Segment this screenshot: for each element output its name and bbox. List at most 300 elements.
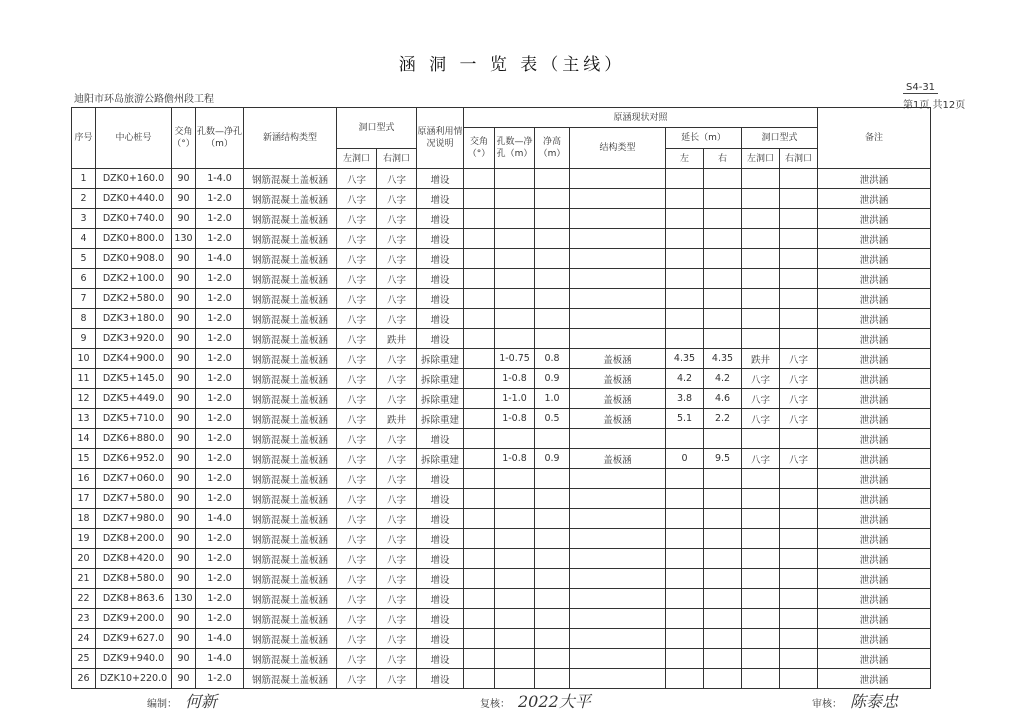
cell-station: DZK0+160.0 — [96, 169, 172, 189]
cell-ex-span — [495, 509, 535, 529]
cell-extend-right — [704, 629, 742, 649]
cell-right-opening: 八字 — [377, 349, 417, 369]
cell-ex-angle — [464, 529, 495, 549]
cell-extend-left — [666, 429, 704, 449]
cell-ex-type — [570, 509, 666, 529]
reviewed-signature: 2022大平 — [518, 692, 591, 711]
cell-ex-height — [535, 289, 570, 309]
cell-seq: 3 — [72, 209, 96, 229]
cell-ex-type — [570, 209, 666, 229]
table-row — [72, 349, 931, 369]
cell-ex-right-opening — [780, 429, 818, 449]
cell-angle: 90 — [172, 409, 196, 429]
cell-right-opening: 八字 — [377, 249, 417, 269]
cell-angle: 90 — [172, 629, 196, 649]
cell-right-opening: 八字 — [377, 469, 417, 489]
cell-right-opening: 跌井 — [377, 409, 417, 429]
cell-remark: 泄洪涵 — [818, 629, 931, 649]
cell-span: 1-2.0 — [196, 289, 244, 309]
cell-left-opening: 八字 — [337, 249, 377, 269]
cell-station: DZK3+180.0 — [96, 309, 172, 329]
cell-ex-right-opening — [780, 229, 818, 249]
cell-angle: 90 — [172, 209, 196, 229]
cell-remark: 泄洪涵 — [818, 169, 931, 189]
cell-extend-left — [666, 249, 704, 269]
cell-extend-right — [704, 669, 742, 689]
cell-right-opening: 跌井 — [377, 329, 417, 349]
approved-signature: 陈泰忠 — [850, 692, 899, 711]
cell-ex-span: 1-0.8 — [495, 449, 535, 469]
cell-ex-type: 盖板涵 — [570, 449, 666, 469]
cell-span: 1-4.0 — [196, 629, 244, 649]
cell-ex-right-opening — [780, 329, 818, 349]
cell-condition: 增设 — [417, 529, 464, 549]
cell-extend-left — [666, 669, 704, 689]
cell-left-opening: 八字 — [337, 669, 377, 689]
cell-span: 1-4.0 — [196, 169, 244, 189]
cell-span: 1-2.0 — [196, 329, 244, 349]
cell-ex-type — [570, 549, 666, 569]
cell-span: 1-2.0 — [196, 269, 244, 289]
cell-seq: 21 — [72, 569, 96, 589]
cell-ex-type: 盖板涵 — [570, 349, 666, 369]
cell-ex-type — [570, 609, 666, 629]
cell-ex-span — [495, 189, 535, 209]
cell-condition: 增设 — [417, 509, 464, 529]
cell-extend-right — [704, 649, 742, 669]
cell-ex-right-opening: 八字 — [780, 409, 818, 429]
cell-span: 1-2.0 — [196, 449, 244, 469]
cell-type: 钢筋混凝土盖板涵 — [244, 529, 337, 549]
cell-condition: 拆除重建 — [417, 389, 464, 409]
cell-remark: 泄洪涵 — [818, 449, 931, 469]
cell-extend-left — [666, 549, 704, 569]
cell-ex-type — [570, 649, 666, 669]
cell-extend-left — [666, 289, 704, 309]
table-row — [72, 209, 931, 229]
cell-type: 钢筋混凝土盖板涵 — [244, 489, 337, 509]
cell-left-opening: 八字 — [337, 549, 377, 569]
cell-ex-span — [495, 229, 535, 249]
table-row — [72, 329, 931, 349]
cell-ex-left-opening — [742, 189, 780, 209]
cell-angle: 90 — [172, 449, 196, 469]
cell-ex-left-opening — [742, 529, 780, 549]
cell-ex-height — [535, 509, 570, 529]
cell-extend-right: 9.5 — [704, 449, 742, 469]
cell-type: 钢筋混凝土盖板涵 — [244, 509, 337, 529]
cell-angle: 90 — [172, 249, 196, 269]
cell-left-opening: 八字 — [337, 169, 377, 189]
cell-extend-right — [704, 469, 742, 489]
cell-ex-type: 盖板涵 — [570, 369, 666, 389]
cell-extend-right — [704, 329, 742, 349]
cell-extend-right — [704, 189, 742, 209]
cell-remark: 泄洪涵 — [818, 589, 931, 609]
cell-left-opening: 八字 — [337, 629, 377, 649]
table-row — [72, 369, 931, 389]
cell-station: DZK0+908.0 — [96, 249, 172, 269]
cell-condition: 增设 — [417, 569, 464, 589]
cell-angle: 130 — [172, 229, 196, 249]
cell-extend-left — [666, 329, 704, 349]
cell-angle: 90 — [172, 169, 196, 189]
cell-ex-left-opening — [742, 249, 780, 269]
header-station: 中心桩号 — [96, 108, 172, 169]
cell-condition: 增设 — [417, 549, 464, 569]
cell-extend-right — [704, 269, 742, 289]
cell-ex-span — [495, 329, 535, 349]
cell-angle: 90 — [172, 189, 196, 209]
cell-extend-left — [666, 589, 704, 609]
cell-ex-type — [570, 489, 666, 509]
culvert-table — [71, 107, 931, 689]
cell-type: 钢筋混凝土盖板涵 — [244, 449, 337, 469]
cell-remark: 泄洪涵 — [818, 409, 931, 429]
cell-condition: 增设 — [417, 309, 464, 329]
cell-ex-right-opening — [780, 469, 818, 489]
header-ex-height: 净高（m） — [535, 128, 570, 169]
table-row — [72, 169, 931, 189]
cell-ex-type — [570, 589, 666, 609]
cell-station: DZK7+580.0 — [96, 489, 172, 509]
cell-ex-height — [535, 609, 570, 629]
cell-ex-span — [495, 209, 535, 229]
table-row — [72, 389, 931, 409]
cell-ex-type — [570, 469, 666, 489]
cell-ex-left-opening — [742, 649, 780, 669]
table-row — [72, 609, 931, 629]
cell-ex-angle — [464, 669, 495, 689]
cell-ex-right-opening: 八字 — [780, 389, 818, 409]
cell-span: 1-2.0 — [196, 569, 244, 589]
cell-left-opening: 八字 — [337, 569, 377, 589]
cell-ex-left-opening — [742, 329, 780, 349]
cell-right-opening: 八字 — [377, 609, 417, 629]
cell-ex-angle — [464, 349, 495, 369]
cell-right-opening: 八字 — [377, 549, 417, 569]
cell-ex-span — [495, 609, 535, 629]
cell-ex-right-opening — [780, 549, 818, 569]
cell-left-opening: 八字 — [337, 369, 377, 389]
cell-extend-left: 0 — [666, 449, 704, 469]
cell-station: DZK9+940.0 — [96, 649, 172, 669]
cell-extend-left — [666, 629, 704, 649]
cell-ex-right-opening — [780, 649, 818, 669]
header-ex-type: 结构类型 — [570, 128, 666, 169]
cell-ex-right-opening — [780, 609, 818, 629]
cell-angle: 90 — [172, 269, 196, 289]
cell-ex-angle — [464, 169, 495, 189]
cell-ex-type — [570, 269, 666, 289]
cell-extend-right — [704, 489, 742, 509]
cell-ex-angle — [464, 429, 495, 449]
cell-station: DZK2+100.0 — [96, 269, 172, 289]
cell-right-opening: 八字 — [377, 509, 417, 529]
cell-station: DZK5+449.0 — [96, 389, 172, 409]
cell-right-opening: 八字 — [377, 369, 417, 389]
cell-ex-span: 1-1.0 — [495, 389, 535, 409]
cell-extend-right — [704, 229, 742, 249]
page-indicator: 第1页 共12页 — [903, 100, 966, 111]
header-ex-right: 右 — [704, 149, 742, 169]
cell-station: DZK2+580.0 — [96, 289, 172, 309]
cell-ex-span — [495, 429, 535, 449]
table-row — [72, 529, 931, 549]
cell-extend-left: 3.8 — [666, 389, 704, 409]
cell-ex-height: 0.9 — [535, 369, 570, 389]
cell-ex-height: 1.0 — [535, 389, 570, 409]
header-seq: 序号 — [72, 108, 96, 169]
cell-type: 钢筋混凝土盖板涵 — [244, 309, 337, 329]
cell-ex-angle — [464, 489, 495, 509]
header-condition: 原涵利用情况说明 — [417, 108, 464, 169]
cell-ex-span: 1-0.8 — [495, 409, 535, 429]
cell-remark: 泄洪涵 — [818, 349, 931, 369]
cell-type: 钢筋混凝土盖板涵 — [244, 269, 337, 289]
cell-type: 钢筋混凝土盖板涵 — [244, 629, 337, 649]
table-row — [72, 409, 931, 429]
cell-extend-right — [704, 569, 742, 589]
cell-seq: 16 — [72, 469, 96, 489]
table-row — [72, 269, 931, 289]
cell-condition: 增设 — [417, 289, 464, 309]
cell-right-opening: 八字 — [377, 309, 417, 329]
cell-ex-left-opening — [742, 589, 780, 609]
cell-ex-angle — [464, 569, 495, 589]
cell-left-opening: 八字 — [337, 429, 377, 449]
cell-remark: 泄洪涵 — [818, 329, 931, 349]
cell-station: DZK7+060.0 — [96, 469, 172, 489]
cell-remark: 泄洪涵 — [818, 649, 931, 669]
prepared-label: 编制： — [147, 699, 177, 710]
cell-ex-type — [570, 289, 666, 309]
cell-ex-height — [535, 469, 570, 489]
cell-angle: 90 — [172, 549, 196, 569]
cell-condition: 增设 — [417, 189, 464, 209]
cell-condition: 增设 — [417, 169, 464, 189]
cell-ex-left-opening — [742, 549, 780, 569]
cell-station: DZK9+627.0 — [96, 629, 172, 649]
cell-ex-right-opening: 八字 — [780, 449, 818, 469]
cell-ex-height — [535, 489, 570, 509]
cell-condition: 拆除重建 — [417, 349, 464, 369]
cell-span: 1-2.0 — [196, 209, 244, 229]
cell-type: 钢筋混凝土盖板涵 — [244, 609, 337, 629]
cell-condition: 增设 — [417, 609, 464, 629]
cell-ex-left-opening — [742, 569, 780, 589]
cell-angle: 90 — [172, 469, 196, 489]
cell-station: DZK0+800.0 — [96, 229, 172, 249]
header-ex-angle: 交角（°） — [464, 128, 495, 169]
cell-ex-span — [495, 529, 535, 549]
prepared-by — [147, 689, 217, 712]
cell-ex-angle — [464, 309, 495, 329]
cell-right-opening: 八字 — [377, 269, 417, 289]
cell-right-opening: 八字 — [377, 229, 417, 249]
cell-angle: 90 — [172, 369, 196, 389]
cell-ex-span — [495, 629, 535, 649]
cell-station: DZK0+740.0 — [96, 209, 172, 229]
cell-extend-left — [666, 309, 704, 329]
table-row — [72, 469, 931, 489]
cell-left-opening: 八字 — [337, 609, 377, 629]
cell-condition: 增设 — [417, 329, 464, 349]
cell-span: 1-2.0 — [196, 429, 244, 449]
cell-left-opening: 八字 — [337, 209, 377, 229]
cell-ex-span: 1-0.8 — [495, 369, 535, 389]
cell-ex-right-opening — [780, 509, 818, 529]
cell-span: 1-2.0 — [196, 189, 244, 209]
cell-type: 钢筋混凝土盖板涵 — [244, 549, 337, 569]
cell-extend-right: 2.2 — [704, 409, 742, 429]
cell-type: 钢筋混凝土盖板涵 — [244, 429, 337, 449]
cell-condition: 增设 — [417, 209, 464, 229]
approved-by — [812, 689, 898, 712]
cell-seq: 8 — [72, 309, 96, 329]
cell-type: 钢筋混凝土盖板涵 — [244, 289, 337, 309]
cell-seq: 9 — [72, 329, 96, 349]
cell-right-opening: 八字 — [377, 649, 417, 669]
cell-condition: 增设 — [417, 469, 464, 489]
cell-ex-height — [535, 589, 570, 609]
cell-remark: 泄洪涵 — [818, 389, 931, 409]
cell-ex-height — [535, 669, 570, 689]
cell-station: DZK3+920.0 — [96, 329, 172, 349]
cell-left-opening: 八字 — [337, 649, 377, 669]
cell-extend-left — [666, 529, 704, 549]
prepared-signature: 何新 — [185, 692, 218, 711]
cell-type: 钢筋混凝土盖板涵 — [244, 469, 337, 489]
cell-seq: 23 — [72, 609, 96, 629]
cell-ex-height — [535, 189, 570, 209]
header-existing: 原涵现状对照 — [464, 108, 818, 128]
table-row — [72, 569, 931, 589]
cell-extend-left — [666, 509, 704, 529]
cell-ex-left-opening — [742, 509, 780, 529]
cell-angle: 90 — [172, 509, 196, 529]
cell-ex-height — [535, 549, 570, 569]
header-ex-span: 孔数—净孔（m） — [495, 128, 535, 169]
cell-span: 1-2.0 — [196, 549, 244, 569]
cell-span: 1-4.0 — [196, 649, 244, 669]
cell-right-opening: 八字 — [377, 389, 417, 409]
cell-remark: 泄洪涵 — [818, 269, 931, 289]
cell-right-opening: 八字 — [377, 169, 417, 189]
cell-station: DZK6+952.0 — [96, 449, 172, 469]
cell-ex-type — [570, 569, 666, 589]
cell-type: 钢筋混凝土盖板涵 — [244, 169, 337, 189]
cell-ex-right-opening — [780, 289, 818, 309]
cell-condition: 增设 — [417, 649, 464, 669]
cell-extend-left — [666, 209, 704, 229]
cell-span: 1-4.0 — [196, 509, 244, 529]
cell-span: 1-2.0 — [196, 389, 244, 409]
cell-ex-span — [495, 249, 535, 269]
cell-station: DZK0+440.0 — [96, 189, 172, 209]
table-row — [72, 249, 931, 269]
cell-ex-angle — [464, 369, 495, 389]
cell-ex-angle — [464, 469, 495, 489]
cell-ex-type — [570, 529, 666, 549]
cell-ex-type — [570, 249, 666, 269]
cell-condition: 增设 — [417, 489, 464, 509]
header-right-opening: 右洞口 — [377, 149, 417, 169]
cell-ex-height — [535, 429, 570, 449]
cell-ex-height: 0.5 — [535, 409, 570, 429]
cell-type: 钢筋混凝土盖板涵 — [244, 369, 337, 389]
cell-angle: 90 — [172, 569, 196, 589]
cell-remark: 泄洪涵 — [818, 489, 931, 509]
cell-remark: 泄洪涵 — [818, 209, 931, 229]
header-ex-opening: 洞口型式 — [742, 128, 818, 149]
cell-type: 钢筋混凝土盖板涵 — [244, 409, 337, 429]
cell-extend-right: 4.6 — [704, 389, 742, 409]
cell-extend-left — [666, 489, 704, 509]
cell-span: 1-4.0 — [196, 249, 244, 269]
cell-ex-type — [570, 169, 666, 189]
cell-left-opening: 八字 — [337, 489, 377, 509]
table-row — [72, 429, 931, 449]
cell-left-opening: 八字 — [337, 449, 377, 469]
cell-ex-span — [495, 649, 535, 669]
cell-remark: 泄洪涵 — [818, 509, 931, 529]
cell-ex-angle — [464, 289, 495, 309]
cell-ex-left-opening — [742, 289, 780, 309]
cell-left-opening: 八字 — [337, 289, 377, 309]
table-row — [72, 449, 931, 469]
cell-span: 1-2.0 — [196, 669, 244, 689]
cell-ex-height — [535, 569, 570, 589]
cell-left-opening: 八字 — [337, 509, 377, 529]
cell-extend-right — [704, 209, 742, 229]
cell-ex-right-opening — [780, 249, 818, 269]
cell-condition: 增设 — [417, 589, 464, 609]
cell-ex-right-opening — [780, 669, 818, 689]
cell-ex-span — [495, 169, 535, 189]
cell-ex-span — [495, 309, 535, 329]
cell-ex-left-opening — [742, 309, 780, 329]
cell-type: 钢筋混凝土盖板涵 — [244, 349, 337, 369]
cell-extend-right — [704, 249, 742, 269]
cell-angle: 90 — [172, 489, 196, 509]
table-row — [72, 309, 931, 329]
cell-remark: 泄洪涵 — [818, 249, 931, 269]
cell-ex-angle — [464, 509, 495, 529]
project-name: 迪阳市环岛旅游公路儋州段工程 — [74, 94, 214, 105]
cell-condition: 拆除重建 — [417, 409, 464, 429]
cell-span: 1-2.0 — [196, 469, 244, 489]
header-remark: 备注 — [818, 108, 931, 169]
cell-ex-height — [535, 209, 570, 229]
cell-extend-left — [666, 269, 704, 289]
cell-extend-left — [666, 609, 704, 629]
cell-seq: 22 — [72, 589, 96, 609]
cell-extend-right — [704, 289, 742, 309]
cell-station: DZK10+220.0 — [96, 669, 172, 689]
header-opening: 洞口型式 — [337, 108, 417, 149]
cell-extend-left — [666, 169, 704, 189]
cell-ex-angle — [464, 389, 495, 409]
cell-remark: 泄洪涵 — [818, 369, 931, 389]
cell-seq: 18 — [72, 509, 96, 529]
cell-extend-left — [666, 229, 704, 249]
cell-seq: 2 — [72, 189, 96, 209]
cell-station: DZK6+880.0 — [96, 429, 172, 449]
cell-ex-height — [535, 229, 570, 249]
cell-ex-type — [570, 669, 666, 689]
table-row — [72, 629, 931, 649]
